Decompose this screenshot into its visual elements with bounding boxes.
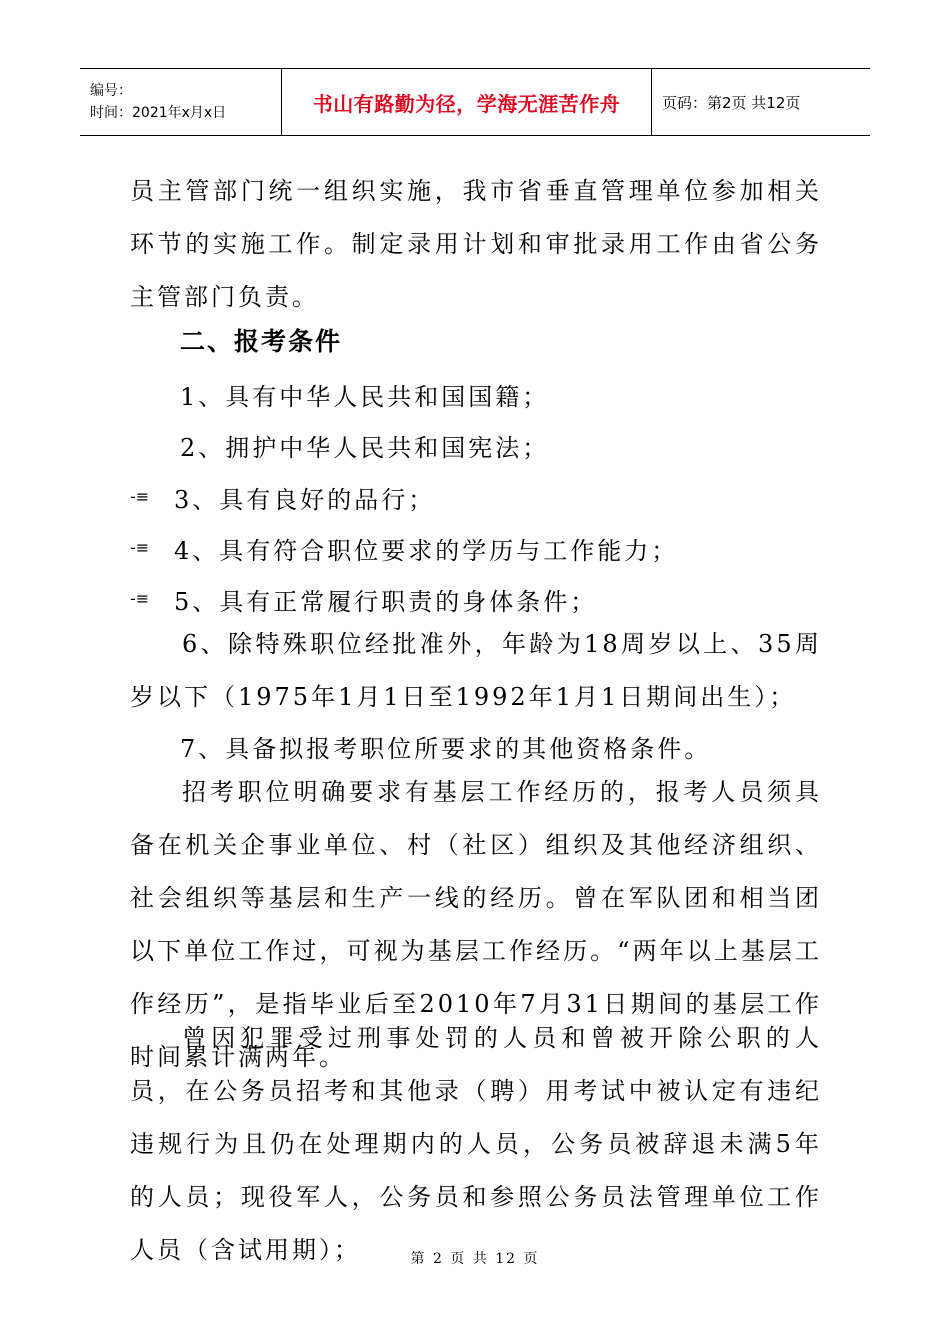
condition-item-1: 1、具有中华人民共和国国籍； bbox=[180, 383, 550, 411]
condition-item-2: 2、拥护中华人民共和国宪法； bbox=[180, 434, 550, 462]
condition-item-4: 4、具有符合职位要求的学历与工作能力； bbox=[174, 537, 679, 565]
page-info-text: 页码：第2页 共12页 bbox=[662, 93, 801, 112]
header-motto-cell bbox=[282, 69, 652, 135]
list-bullet-mark: -≡ bbox=[130, 589, 150, 608]
paragraph-grassroots-experience: 招考职位明确要求有基层工作经历的，报考人员须具备在机关企事业单位、村（社区）组织及其他经济组织、社会组织等基层和生产一线的经历。曾在军队团和相当团以下单位工作过，可视为基层工作经历。“两年以上基层工作经历”，是指毕业后至2010年7月31日期间的基层工作时间累计满两年。 bbox=[130, 778, 822, 1071]
condition-item-7: 7、具备拟报考职位所要求的其他资格条件。 bbox=[180, 735, 712, 763]
header-page-info bbox=[652, 69, 870, 135]
list-bullet-mark: -≡ bbox=[130, 487, 150, 506]
condition-item-6: 6、除特殊职位经批准外，年龄为18周岁以上、35周岁以下（1975年1月1日至1992年1月1日期间出生）； bbox=[130, 630, 822, 711]
document-number-label: 编号： bbox=[90, 83, 132, 99]
section-heading: 二、报考条件 bbox=[180, 327, 343, 356]
page-header bbox=[80, 68, 870, 136]
header-motto: 书山有路勤为径，学海无涯苦作舟 bbox=[312, 91, 621, 116]
document-date: 时间：2021年x月x日 bbox=[90, 105, 227, 121]
condition-item-5: 5、具有正常履行职责的身体条件； bbox=[174, 588, 598, 616]
paragraph-excluded-persons: 曾因犯罪受过刑事处罚的人员和曾被开除公职的人员，在公务员招考和其他录（聘）用考试中被认定有违纪违规行为且仍在处理期内的人员，公务员被辞退未满5年的人员；现役军人，公务员和参照公务员法管理单位工作人员（含试用期）； bbox=[130, 1024, 822, 1264]
paragraph-intro-continued: 员主管部门统一组织实施，我市省垂直管理单位参加相关环节的实施工作。制定录用计划和审批录用工作由省公务主管部门负责。 bbox=[130, 177, 822, 311]
condition-item-3: 3、具有良好的品行； bbox=[174, 486, 436, 514]
header-meta bbox=[80, 69, 282, 135]
list-bullet-mark: -≡ bbox=[130, 538, 150, 557]
page-footer: 第 2 页 共 12 页 bbox=[410, 1251, 540, 1267]
